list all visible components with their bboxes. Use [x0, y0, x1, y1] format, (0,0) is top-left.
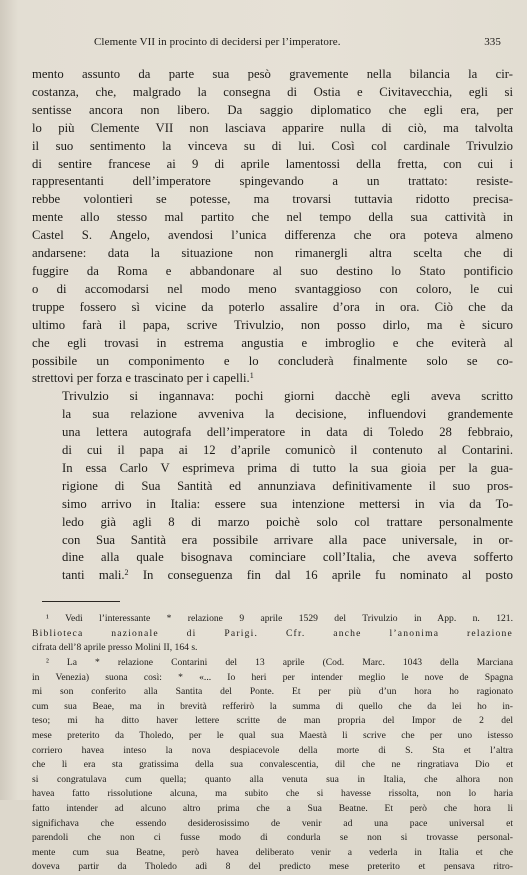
footnote-line: si congratulava cum quella; quanto alla venuta sua in Italia, che alhora non — [32, 773, 513, 785]
text-line: ultimo farà il papa, scrive Trivulzio, non posso dirlo, ma è sicuro — [32, 317, 513, 332]
footnote-line: havea fatto rissolutione alcuna, ma subito che si havesse rissolta, non lo haria — [32, 788, 513, 800]
running-title: Clemente VII in procinto di decidersi per l’imperatore. — [94, 36, 341, 48]
text-line: o di accomodarsi nel modo meno svantaggioso con coloro, le cui — [32, 281, 513, 296]
footnote-line: in Venezia) suona così: * «... Io heri per intender meglio le nove de Spagna — [32, 671, 513, 683]
text-line — [32, 567, 513, 585]
footnote-line: significhava che essendo desiderosissimo de venir ad una pace universal et — [32, 817, 513, 829]
footnote-2 — [32, 656, 513, 875]
footnote-line: doveva partir da Tholedo adì 8 del predicto mese preterito et pensava ritro- — [32, 861, 513, 873]
footnote-line: ² La * relazione Contarini del 13 aprile (Cod. Marc. 1043 della Marciana — [46, 657, 513, 669]
footnotes — [32, 612, 513, 875]
text-line: fuggire da Roma e abbandonare al suo destino lo Stato pontificio — [32, 263, 513, 278]
footnote-line: mi son conferito alla Santita del Ponte. Et per più d’un hora ho ragionato — [32, 686, 513, 698]
footnote-line: cum sua Beae, ma in brevità refferirò la summa di quello che da lei ho in- — [32, 700, 513, 712]
footnote-line: corriero havea inteso la nova despiacevole della morte di S. Sta et l’altra — [32, 744, 513, 756]
main-text — [32, 66, 513, 585]
footnote-line: che li era sta gratissima della sua convalescentia, dil che ne ringratiava Dio et — [32, 759, 513, 771]
text-line-content: In conseguenza fin dal 16 aprile fu nominato al posto — [142, 568, 513, 583]
text-line: una lettera autografa dell’imperatore in data di Toledo 28 febbraio, — [62, 425, 513, 440]
footnote-divider — [42, 601, 120, 602]
text-line: truppe fossero sì vicine da poterlo assalire d’ora in ora. Ciò che da — [32, 299, 513, 314]
text-line — [32, 370, 513, 388]
footnote-ref-2[interactable]: 2 — [124, 568, 129, 578]
text-line: In essa Carlo V esprimeva prima di tutto la sua gioia per la gua- — [62, 460, 513, 475]
text-line: Castel S. Angelo, avendosi l’unica differenza che ora poteva almeno — [32, 228, 513, 243]
text-line: rebbe volontieri se potesse, ma trovarsi tuttavia ridotto precisa- — [32, 192, 513, 207]
text-line: andarsene: data la situazione non rimanergli altra scelta che di — [32, 246, 513, 261]
text-line-content: strettovi per forza e trascinato per i capelli. — [32, 371, 250, 386]
text-line: con Sua Santità era possibile arrivare alla pace universale, in or- — [62, 532, 513, 547]
text-line: mento assunto da parte sua pesò gravemente nella bilancia la cir- — [32, 67, 513, 81]
running-head — [32, 28, 513, 52]
footnote-line: mente cum sua Beatne, però havea deliberato venir a vederla in Italia et che — [32, 846, 513, 858]
footnote-line: ¹ Vedi l’interessante * relazione 9 aprile 1529 del Trivulzio in App. n. 121. — [46, 613, 513, 625]
text-line: il suo sentimento la vinceva su di lui. Così col cardinale Trivulzio — [32, 138, 513, 153]
paragraph-2 — [32, 388, 513, 585]
text-line: rappresentanti dell’imperatore spingevando a un trattato: resiste- — [32, 174, 513, 189]
footnote-line: teso; mi ha ditto haver lettere scritte de man propria del Impor de 2 del — [32, 715, 513, 727]
text-line: costanza, che, malgrado la consegna di Ostia e Civitavecchia, egli si — [32, 84, 513, 99]
text-line: simo arrivo in Italia: essere sua intenzione mettersi in via da To- — [62, 496, 513, 511]
text-line: che egli trovasi in estrema angustia e imbroglio e che eviterà al — [32, 335, 513, 350]
text-line: possibile un componimento e lo concluderà finalmente solo se co- — [32, 353, 513, 368]
text-line: dine alla quale bisognava cominciare coll’Italia, che aveva sofferto — [62, 550, 513, 565]
text-line: Trivulzio si ingannava: pochi giorni dacchè egli aveva scritto — [62, 389, 513, 404]
text-line: mente allo stesso mal partito che nel tempo della sua cattività in — [32, 210, 513, 225]
text-line: ledo già agli 8 di marzo poichè solo col trattare personalmente — [62, 514, 513, 529]
footnote-line: Biblioteca nazionale di Parigi. Cfr. anche l’anonima relazione — [32, 627, 513, 639]
footnote-ref-1[interactable]: 1 — [249, 371, 254, 381]
footnote-line: parendoli che non ci fusse modo di condurla se non si trovasse personal- — [32, 832, 513, 844]
page-number: 335 — [484, 36, 501, 48]
text-line-content: tanti mali. — [62, 568, 125, 583]
text-line: di cui il papa ai 12 d’aprile comunicò il contenuto al Contarini. — [62, 443, 513, 458]
text-line: rigione di Sua Santità ed annunziava definitivamente il suo pros- — [62, 478, 513, 493]
text-line: sentisse ancora non libero. Da saggio diplomatico che egli era, per — [32, 102, 513, 117]
footnote-1 — [32, 612, 513, 656]
paragraph-1 — [32, 66, 513, 388]
text-line: lo più Clemente VII non lasciava apparire nulla di ciò, ma talvolta — [32, 120, 513, 135]
footnote-line: cifrata dell’8 aprile presso Molini II, 164 s. — [32, 642, 198, 654]
footnote-line: mese preterito da Tholedo, per le qual sua Maestà li scrive che per uno istesso — [32, 730, 513, 742]
footnote-line: fatto intender ad alcuno altro prima che a Sua Beatne. Et però che hora li — [32, 803, 513, 814]
text-line: la sua relazione avveniva la decisione, influendovi grandemente — [62, 407, 513, 422]
text-line: di sentire francese ai 9 di aprile lamentossi della fretta, con cui i — [32, 156, 513, 171]
